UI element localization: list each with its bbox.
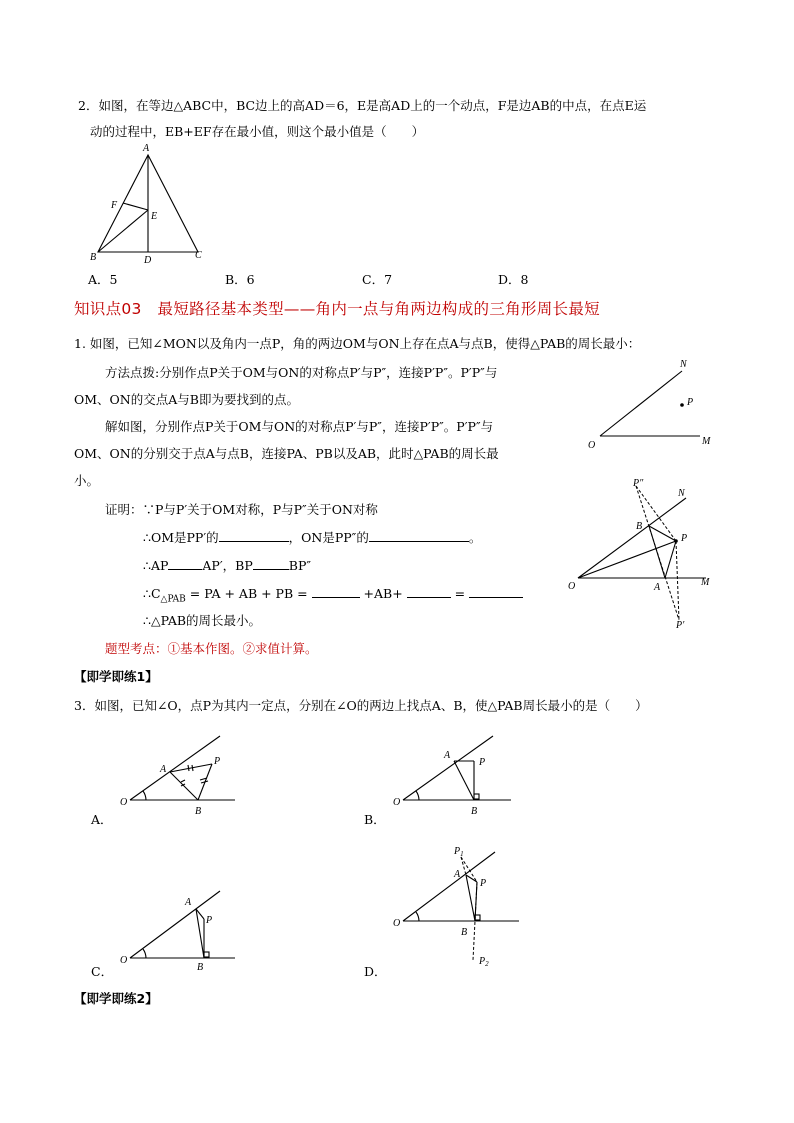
- q3c-label-p: P: [206, 915, 213, 926]
- q2-option-a: A．5: [88, 272, 118, 287]
- q2-option-c: C．7: [362, 272, 393, 287]
- q3-option-d: D．: [364, 964, 387, 979]
- q3-option-c: C．: [91, 964, 114, 979]
- q2-triangle-figure: [80, 140, 220, 270]
- q1-topic-label: 题型考点：: [105, 641, 168, 656]
- q1-proof-4a: ∴C: [143, 586, 161, 601]
- q1-proof-2: [143, 528, 481, 547]
- blank-bp-relation[interactable]: [253, 556, 289, 570]
- practice-1-label: 【即学即练1】: [74, 669, 158, 684]
- q3d-label-p1-main: P: [454, 846, 461, 857]
- q1-proof-2c: 。: [468, 530, 482, 545]
- fig1-label-o: O: [588, 440, 596, 451]
- q1-solve-2: OM、ON的分别交于点A与点B，连接PA、PB以及AB，此时△PAB的周长最: [74, 446, 499, 461]
- q2-option-b: B．6: [225, 272, 255, 287]
- q2-label-b: B: [90, 252, 97, 263]
- q1-solve-3: 小。: [74, 473, 100, 488]
- q3-figure-d: [391, 840, 531, 970]
- q1-proof-4d: =: [450, 586, 470, 601]
- blank-perimeter-2[interactable]: [407, 584, 451, 598]
- q3-option-a: A．: [91, 812, 113, 827]
- q1-proof-4: [143, 584, 523, 609]
- q1-solution-figure: [566, 478, 726, 638]
- q3d-label-a: A: [454, 869, 461, 880]
- q1-proof-3a: ∴AP: [143, 558, 169, 573]
- fig2-label-a: A: [654, 582, 661, 593]
- q1-line-1: 1. 如图，已知∠MON以及角内一点P，角的两边OM与ON上存在点A与点B，使得△PAB的周长最小：: [74, 336, 641, 351]
- q1-proof-5: ∴△PAB的周长最小。: [143, 613, 262, 628]
- q3b-label-b: B: [471, 806, 478, 817]
- blank-perimeter-3[interactable]: [469, 584, 523, 598]
- q3-figure-b: [391, 728, 516, 823]
- q3-figure-c: [118, 883, 243, 973]
- q2-label-a: A: [143, 143, 150, 154]
- q3a-label-p: P: [214, 756, 221, 767]
- blank-perpendicular-bisector-2[interactable]: [369, 528, 469, 542]
- q1-proof-3b: AP′，BP: [202, 558, 253, 573]
- q3-option-b: B．: [364, 812, 386, 827]
- fig2-label-p-double: P″: [633, 478, 644, 489]
- q1-proof-1: 证明：∵P与P′关于OM对称，P与P″关于ON对称: [105, 502, 378, 517]
- q2-option-d: D．8: [498, 272, 529, 287]
- q3a-label-b: B: [195, 806, 202, 817]
- q1-proof-3: [143, 556, 311, 575]
- q1-proof-4c: +AB+: [359, 586, 407, 601]
- q1-proof-4sub: △PAB: [160, 594, 186, 605]
- q3-figure-a: [118, 728, 243, 823]
- q2-label-c: C: [195, 250, 202, 261]
- q2-label-f: F: [111, 200, 118, 211]
- q3b-label-a: A: [444, 750, 451, 761]
- blank-ap-relation[interactable]: [168, 556, 202, 570]
- fig1-label-p: P: [687, 397, 694, 408]
- fig2-label-b: B: [636, 521, 643, 532]
- q1-proof-4b: = PA + AB + PB =: [185, 586, 312, 601]
- q1-topic: [105, 640, 318, 658]
- fig2-label-p: P: [681, 533, 688, 544]
- section-title: 知识点03 最短路径基本类型——角内一点与角两边构成的三角形周长最短: [74, 300, 600, 318]
- q3b-label-o: O: [393, 797, 401, 808]
- q3d-label-p2-main: P: [479, 956, 486, 967]
- fig1-label-m: M: [702, 436, 711, 447]
- q3-line-1: 3．如图，已知∠O，点P为其内一定点，分别在∠O的两边上找点A、B，使△PAB周长最小的是（ ）: [74, 698, 648, 713]
- fig1-label-n: N: [680, 359, 687, 370]
- q3c-label-b: B: [197, 962, 204, 973]
- q1-proof-2a: ∴OM是PP′的: [143, 530, 219, 545]
- q1-angle-figure: [588, 356, 718, 456]
- fig2-label-o: O: [568, 581, 576, 592]
- q2-label-d: D: [144, 255, 152, 266]
- q3c-label-o: O: [120, 955, 128, 966]
- fig2-label-p-prime: P′: [676, 620, 685, 631]
- blank-perpendicular-bisector-1[interactable]: [219, 528, 289, 542]
- q2-line-1: 2．如图，在等边△ABC中，BC边上的高AD＝6，E是高AD上的一个动点，F是边AB的中点，在点E运: [78, 98, 647, 113]
- q3c-label-a: A: [185, 897, 192, 908]
- practice-2-label: 【即学即练2】: [74, 991, 158, 1006]
- blank-perimeter-1[interactable]: [312, 584, 360, 598]
- q3d-label-p2-sub: 2: [485, 960, 489, 968]
- q3d-label-p: P: [480, 878, 487, 889]
- q1-method-2: OM、ON的交点A与B即为要找到的点。: [74, 392, 299, 407]
- q3d-label-b: B: [461, 927, 468, 938]
- q2-line-2: 动的过程中，EB+EF存在最小值，则这个最小值是（ ）: [90, 124, 425, 139]
- q3a-label-o: O: [120, 797, 128, 808]
- q1-proof-3c: BP″: [288, 558, 312, 573]
- q2-label-e: E: [151, 211, 158, 222]
- fig2-label-m: M: [701, 577, 710, 588]
- q3b-label-p: P: [479, 757, 486, 768]
- q1-method-1: 方法点拨:分别作点P关于OM与ON的对称点P′与P″，连接P′P″。P′P″与: [105, 365, 498, 380]
- q3d-label-p1: [453, 846, 464, 858]
- q3d-label-p1-sub: 1: [460, 850, 464, 858]
- q1-topic-text: ①基本作图。②求值计算。: [167, 641, 318, 656]
- q3d-label-p2: [478, 956, 489, 968]
- q1-solve-1: 解如图，分别作点P关于OM与ON的对称点P′与P″，连接P′P″。P′P″与: [105, 419, 494, 434]
- q3a-label-a: A: [160, 764, 167, 775]
- fig2-label-n: N: [678, 488, 685, 499]
- q1-proof-2b: ，ON是PP″的: [288, 530, 369, 545]
- q3d-label-o: O: [393, 918, 401, 929]
